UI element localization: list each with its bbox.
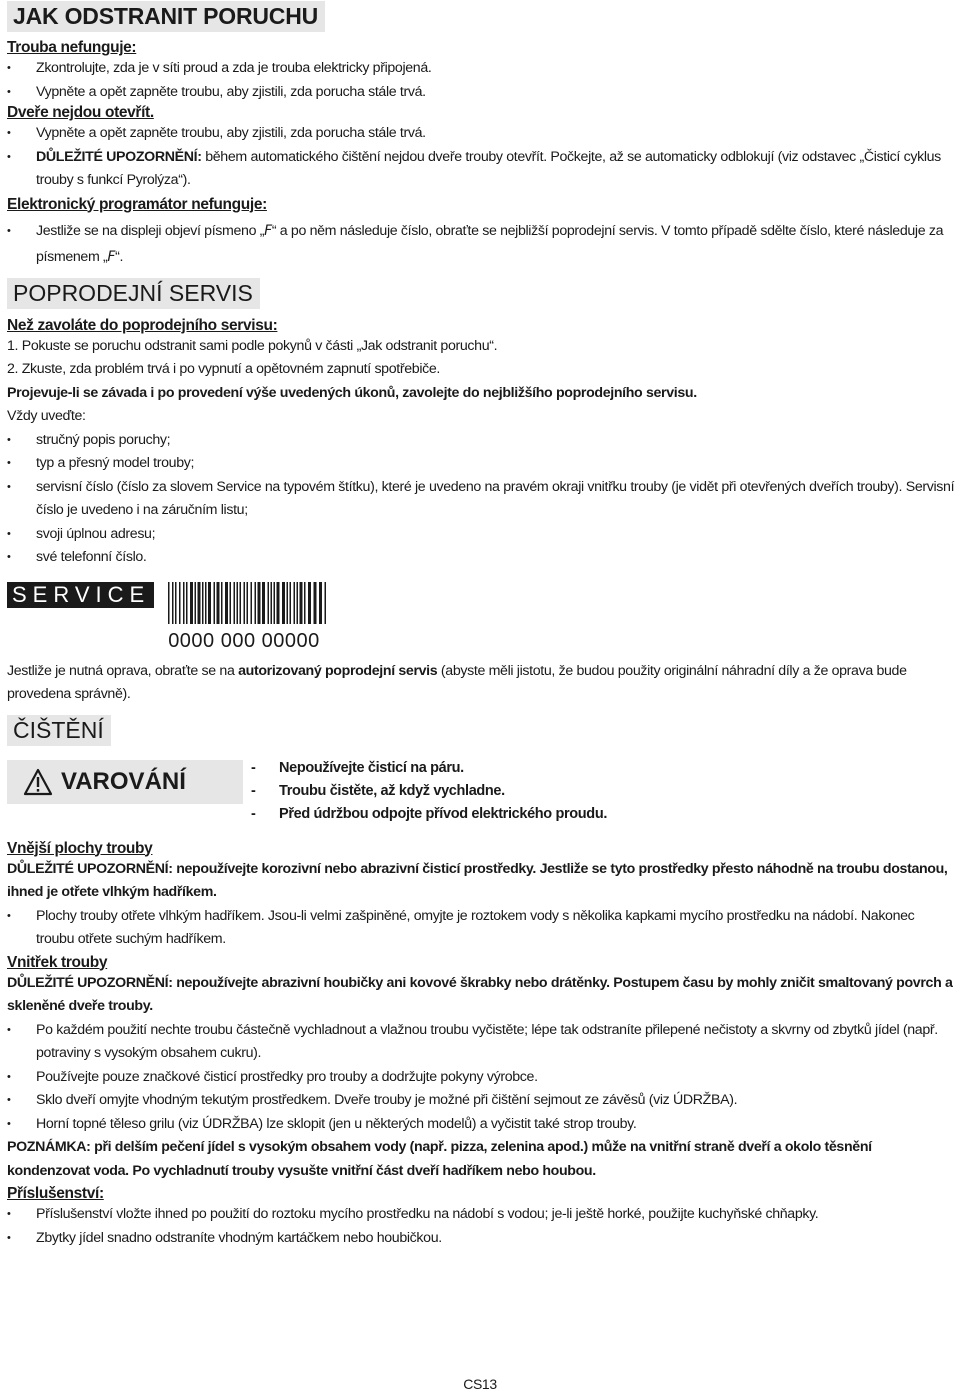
warning-item [251, 757, 607, 780]
list-item: • stručný popis poruchy; [7, 429, 955, 453]
repair-authorized-service: autorizovaný poprodejní servis [238, 662, 438, 679]
persist-note: Projevuje-li se závada i po provedení výše uvedených úkonů, zavolejte do nejbližšího poprodejního servisu. [7, 384, 697, 401]
warning-text: Před údržbou odpojte přívod elektrického proudu. [279, 805, 608, 822]
outer-list [7, 905, 955, 952]
state-items-list [7, 429, 955, 570]
door-not-open-heading: Dveře nejdou otevřít. [7, 104, 154, 121]
warning-text: Troubu čistěte, až když vychladne. [279, 782, 505, 799]
list-item: • Příslušenství vložte ihned po použití do roztoku mycího prostředku na nádobí s vodou; je-li ještě horké, použijte kuchyňské chňapky. [7, 1203, 955, 1227]
warning-list [251, 757, 607, 826]
list-item: • Sklo dveří omyjte vhodným tekutým prostředkem. Dveře trouby je možné při čištění sejmout ze závěsů (viz ÚDRŽBA). [7, 1089, 955, 1113]
barcode [168, 582, 328, 653]
list-item: • Zkontrolujte, zda je v síti proud a zda je trouba elektricky připojená. [7, 57, 955, 81]
warning-item [251, 803, 607, 826]
display-letter-glyph: F [107, 248, 116, 265]
remark: POZNÁMKA: při delším pečení jídel s vysokým obsahem vody (např. pizza, zelenina apod.) může na vnitřní straně dveří a okolo těsnění kondenzovat voda. Po vychladnutí trouby vysušte vnitřní část dveří hadříkem nebo houbou. [7, 1139, 872, 1179]
inner-note: DŮLEŽITÉ UPOZORNĚNÍ: nepoužívejte abrazivní houbičky ani kovové škrabky nebo drátěnky. Postupem času by mohly zničit smaltovaný povrch a skleněné dveře trouby. [7, 974, 953, 1014]
warning-label: VAROVÁNÍ [61, 767, 186, 795]
service-title: POPRODEJNÍ SERVIS [7, 278, 260, 309]
warning-text: Nepoužívejte čisticí na páru. [279, 759, 464, 776]
warning-item [251, 780, 607, 803]
warning-row [7, 760, 955, 826]
repair-text-a: Jestliže je nutná oprava, obraťte se na [7, 662, 239, 679]
always-state-label: Vždy uveďte: [7, 408, 86, 424]
list-item: • své telefonní číslo. [7, 546, 955, 570]
document-page [7, 0, 955, 1250]
important-label: DŮLEŽITÉ UPOZORNĚNÍ: [36, 148, 202, 165]
step-1: 1. Pokuste se poruchu odstranit sami podle pokynů v části „Jak odstranit poruchu“. [7, 337, 498, 354]
dash: - [251, 782, 256, 799]
troubleshoot-title: JAK ODSTRANIT PORUCHU [7, 1, 325, 32]
oven-not-working-heading: Trouba nefunguje: [7, 39, 137, 56]
programmer-heading: Elektronický programátor nefunguje: [7, 195, 267, 213]
oven-not-working-list [7, 57, 955, 104]
programmer-text-a: Jestliže se na displeji objeví písmeno „ [36, 222, 265, 239]
before-call-heading: Než zavoláte do poprodejního servisu: [7, 316, 278, 334]
list-item [7, 146, 955, 193]
list-item: • Po každém použití nechte troubu částečně vychladnout a vlažnou troubu vyčistěte; lépe tak odstraníte přilepené nečistoty a skvrny od zbytků jídel (např. potraviny s vysokým obsahem cukru). [7, 1019, 955, 1066]
repair-note [7, 660, 955, 707]
list-item: • Vypněte a opět zapněte troubu, aby zjistili, zda porucha stále trvá. [7, 81, 955, 105]
display-letter-glyph: F [264, 222, 272, 239]
outer-note: DŮLEŽITÉ UPOZORNĚNÍ: nepoužívejte korozivní nebo abrazivní čisticí prostředky. Jestliže se tyto prostředky přesto náhodně na troubu dostanou, ihned je otřete vlhkým hadříkem. [7, 860, 948, 900]
repair-text-b: (abyste měli jistotu, že budou použity originální náhradní díly a že oprava bude provedena správně). [7, 662, 907, 702]
barcode-icon [168, 582, 328, 624]
list-item [7, 218, 955, 270]
programmer-text-b: “ a po něm následuje číslo, obraťte se nejbližší poprodejní servis. V tomto případě sdělte číslo, které následuje za písmenem „ [36, 222, 944, 265]
list-item: • Horní topné těleso grilu (viz ÚDRŽBA) lze sklopit (jen u některých modelů) a vyčistit také strop trouby. [7, 1113, 955, 1137]
inner-heading: Vnitřek trouby [7, 953, 108, 971]
list-item: • svoji úplnou adresu; [7, 523, 955, 547]
list-item: • typ a přesný model trouby; [7, 452, 955, 476]
barcode-number: 0000 000 00000 [168, 629, 320, 652]
inner-list [7, 1019, 955, 1137]
service-label: SERVICE [7, 582, 154, 608]
warning-box [7, 760, 243, 804]
important-text: během automatického čištění nejdou dveře trouby otevřít. Počkejte, až se automaticky odblokují (viz odstavec „Čisticí cyklus trouby s funkcí Pyrolýza“). [36, 148, 941, 188]
step-2: 2. Zkuste, zda problém trvá i po vypnutí a opětovném zapnutí spotřebiče. [7, 361, 440, 377]
programmer-list [7, 218, 955, 270]
list-item: • Zbytky jídel snadno odstraníte vhodným kartáčkem nebo houbičkou. [7, 1227, 955, 1251]
door-not-open-list [7, 122, 955, 193]
list-item: • Vypněte a opět zapněte troubu, aby zjistili, zda porucha stále trvá. [7, 122, 955, 146]
accessories-list [7, 1203, 955, 1250]
cleaning-title: ČIŠTĚNÍ [7, 715, 111, 746]
warning-triangle-icon [23, 768, 53, 796]
outer-surfaces-heading: Vnější plochy trouby [7, 839, 153, 857]
page-number: CS13 [463, 1376, 497, 1392]
list-item: • Plochy trouby otřete vlhkým hadříkem. Jsou-li velmi zašpiněné, omyjte je roztokem vody s několika kapkami mycího prostředku na nádobí. Nakonec troubu otřete suchým hadříkem. [7, 905, 955, 952]
list-item: • Používejte pouze značkové čisticí prostředky pro trouby a dodržujte pokyny výrobce. [7, 1066, 955, 1090]
programmer-text-c: “. [115, 248, 124, 265]
service-label-row [7, 582, 955, 654]
accessories-heading: Příslušenství: [7, 1185, 104, 1202]
dash: - [251, 759, 256, 776]
dash: - [251, 805, 256, 822]
list-item: • servisní číslo (číslo za slovem Service na typovém štítku), které je uvedeno na pravém okraji vnitřku trouby (je vidět při otevřených dveřích trouby). Servisní číslo je uvedeno i na záručním listu; [7, 476, 955, 523]
